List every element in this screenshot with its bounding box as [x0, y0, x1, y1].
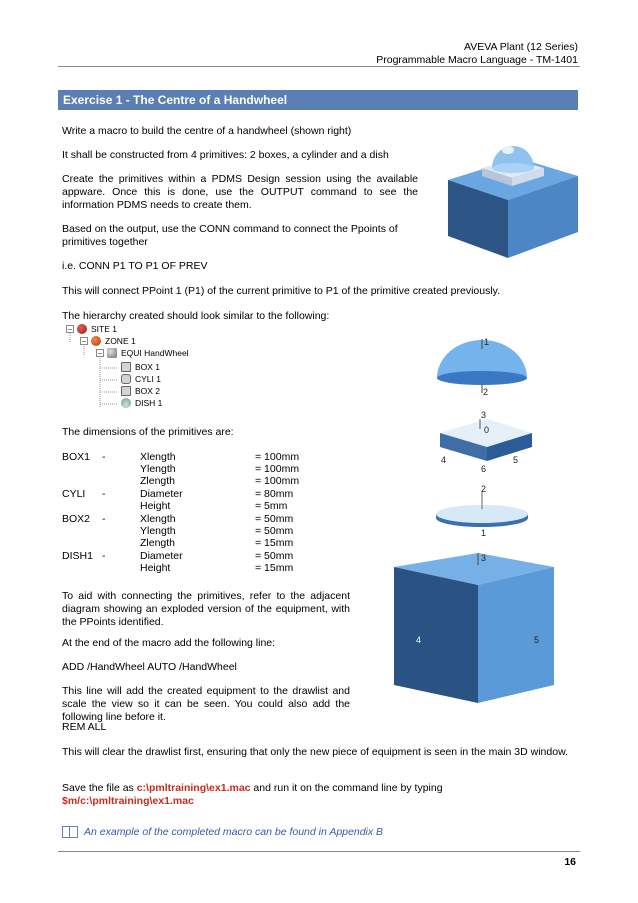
- dim-param: Zlength: [140, 537, 176, 549]
- dim-dash: -: [102, 550, 106, 562]
- dim-dash: -: [102, 488, 106, 500]
- ppoint-label: 4: [441, 455, 447, 465]
- tree-label: SITE 1: [91, 324, 117, 334]
- dim-param: Diameter: [140, 488, 183, 500]
- dim-value: = 100mm: [255, 451, 300, 463]
- dim-value: = 15mm: [255, 537, 294, 549]
- paragraph-14: This will clear the drawlist first, ensuring that only the new piece of equipment is seen in the main 3D window.: [62, 746, 568, 758]
- dim-value: = 50mm: [255, 550, 294, 562]
- ppoint-label: 5: [534, 635, 540, 645]
- paragraph-6: This will connect PPoint 1 (P1) of the current primitive to P1 of the primitive created previously.: [62, 285, 501, 297]
- paragraph-2: It shall be constructed from 4 primitives: 2 boxes, a cylinder and a dish: [62, 149, 389, 161]
- header-line-2: Programmable Macro Language - TM-1401: [376, 54, 578, 66]
- tree-item-box1[interactable]: [121, 362, 160, 372]
- dim-value: = 50mm: [255, 525, 294, 537]
- paragraph-11: ADD /HandWheel AUTO /HandWheel: [62, 661, 237, 673]
- handwheel-assembled-image: [440, 128, 590, 263]
- ppoint-label: 6: [481, 464, 487, 474]
- dim-param: Diameter: [140, 550, 183, 562]
- zone-icon: [91, 336, 101, 346]
- exercise-title: Exercise 1 - The Centre of a Handwheel: [63, 93, 288, 107]
- ppoint-label: 3: [481, 410, 487, 420]
- paragraph-4: Based on the output, use the CONN command to connect the Ppoints of primitives together: [62, 223, 398, 248]
- dim-param: Xlength: [140, 451, 176, 463]
- ppoint-label: 5: [513, 455, 519, 465]
- footer-divider: [58, 851, 580, 852]
- dim-dash: -: [102, 513, 106, 525]
- ppoint-label: 3: [481, 553, 487, 563]
- tree-item-box2[interactable]: [121, 386, 160, 396]
- dim-value: = 100mm: [255, 463, 300, 475]
- tree-item-dish1[interactable]: [121, 398, 162, 408]
- exercise-banner: [58, 90, 578, 110]
- dim-param: Height: [140, 562, 171, 574]
- box-icon: [121, 362, 131, 372]
- collapse-icon[interactable]: −: [81, 337, 87, 346]
- tree-label: EQUI HandWheel: [121, 348, 189, 358]
- dish-part: [427, 335, 537, 405]
- tree-label: DISH 1: [135, 398, 163, 408]
- appendix-note: [62, 826, 383, 838]
- dim-name: BOX1: [62, 451, 91, 463]
- ppoint-label: 4: [416, 635, 422, 645]
- ppoint-label: 1: [484, 337, 490, 347]
- tree-label: BOX 1: [135, 362, 161, 372]
- paragraph-12: This line will add the created equipment to the drawlist and scale the view so it can be seen. You could also add the following line before it.: [62, 685, 350, 723]
- dim-name: BOX2: [62, 513, 91, 525]
- paragraph-7: The hierarchy created should look similar to the following:: [62, 310, 330, 322]
- paragraph-8: The dimensions of the primitives are:: [62, 426, 234, 438]
- tree-label: ZONE 1: [105, 336, 136, 346]
- dim-value: = 50mm: [255, 513, 294, 525]
- paragraph-15: [62, 782, 443, 795]
- paragraph-1: Write a macro to build the centre of a handwheel (shown right): [62, 125, 352, 137]
- dim-param: Zlength: [140, 475, 176, 487]
- paragraph-5: i.e. CONN P1 TO P1 OF PREV: [62, 260, 208, 272]
- paragraph-9: To aid with connecting the primitives, refer to the adjacent diagram showing an exploded version of the equipment, with the PPoints identified.: [62, 590, 350, 628]
- ppoint-label: 0: [484, 425, 490, 435]
- dim-value: = 5mm: [255, 500, 288, 512]
- ppoint-label: 1: [481, 528, 487, 538]
- run-command: $m/c:\pmltraining\ex1.mac: [62, 795, 194, 807]
- tree-label: BOX 2: [135, 386, 161, 396]
- paragraph-10: At the end of the macro add the following line:: [62, 637, 276, 649]
- tree-item-equipment[interactable]: [96, 348, 189, 358]
- dim-param: Ylength: [140, 525, 176, 537]
- dim-value: = 100mm: [255, 475, 300, 487]
- collapse-icon[interactable]: −: [97, 349, 103, 358]
- header-divider: [58, 66, 580, 67]
- cylinder-icon: [121, 374, 131, 384]
- box1-part: [390, 545, 560, 715]
- dim-name: DISH1: [62, 550, 93, 562]
- dish-icon: [121, 398, 131, 408]
- paragraph-3: Create the primitives within a PDMS Design session using the available appware. Once this is done, use the OUTPUT command to see the information PDMS needs to create them.: [62, 173, 418, 211]
- dim-param: Ylength: [140, 463, 176, 475]
- file-path: c:\pmltraining\ex1.mac: [136, 782, 251, 794]
- dim-value: = 80mm: [255, 488, 294, 500]
- paragraph-13: REM ALL: [62, 721, 107, 733]
- page-number: 16: [564, 856, 576, 868]
- note-text: An example of the completed macro can be found in Appendix B: [84, 826, 384, 838]
- dim-dash: -: [102, 451, 106, 463]
- box2-part: [432, 405, 542, 465]
- equipment-icon: [107, 348, 117, 358]
- dim-param: Height: [140, 500, 171, 512]
- collapse-icon[interactable]: −: [67, 325, 73, 334]
- header-line-1: AVEVA Plant (12 Series): [464, 41, 578, 53]
- save-text-1: Save the file as: [62, 782, 137, 794]
- book-icon: [62, 826, 78, 838]
- ppoint-label: 2: [483, 387, 489, 397]
- box-icon: [121, 386, 131, 396]
- tree-item-cyli1[interactable]: [121, 374, 161, 384]
- ppoint-label: 2: [481, 484, 487, 494]
- tree-label: CYLI 1: [135, 374, 161, 384]
- site-icon: [77, 324, 87, 334]
- tree-item-zone[interactable]: [80, 336, 136, 346]
- dim-value: = 15mm: [255, 562, 294, 574]
- dim-param: Xlength: [140, 513, 176, 525]
- save-text-2: and run it on the command line by typing: [250, 782, 443, 794]
- tree-item-site[interactable]: [66, 324, 117, 334]
- dim-name: CYLI: [62, 488, 86, 500]
